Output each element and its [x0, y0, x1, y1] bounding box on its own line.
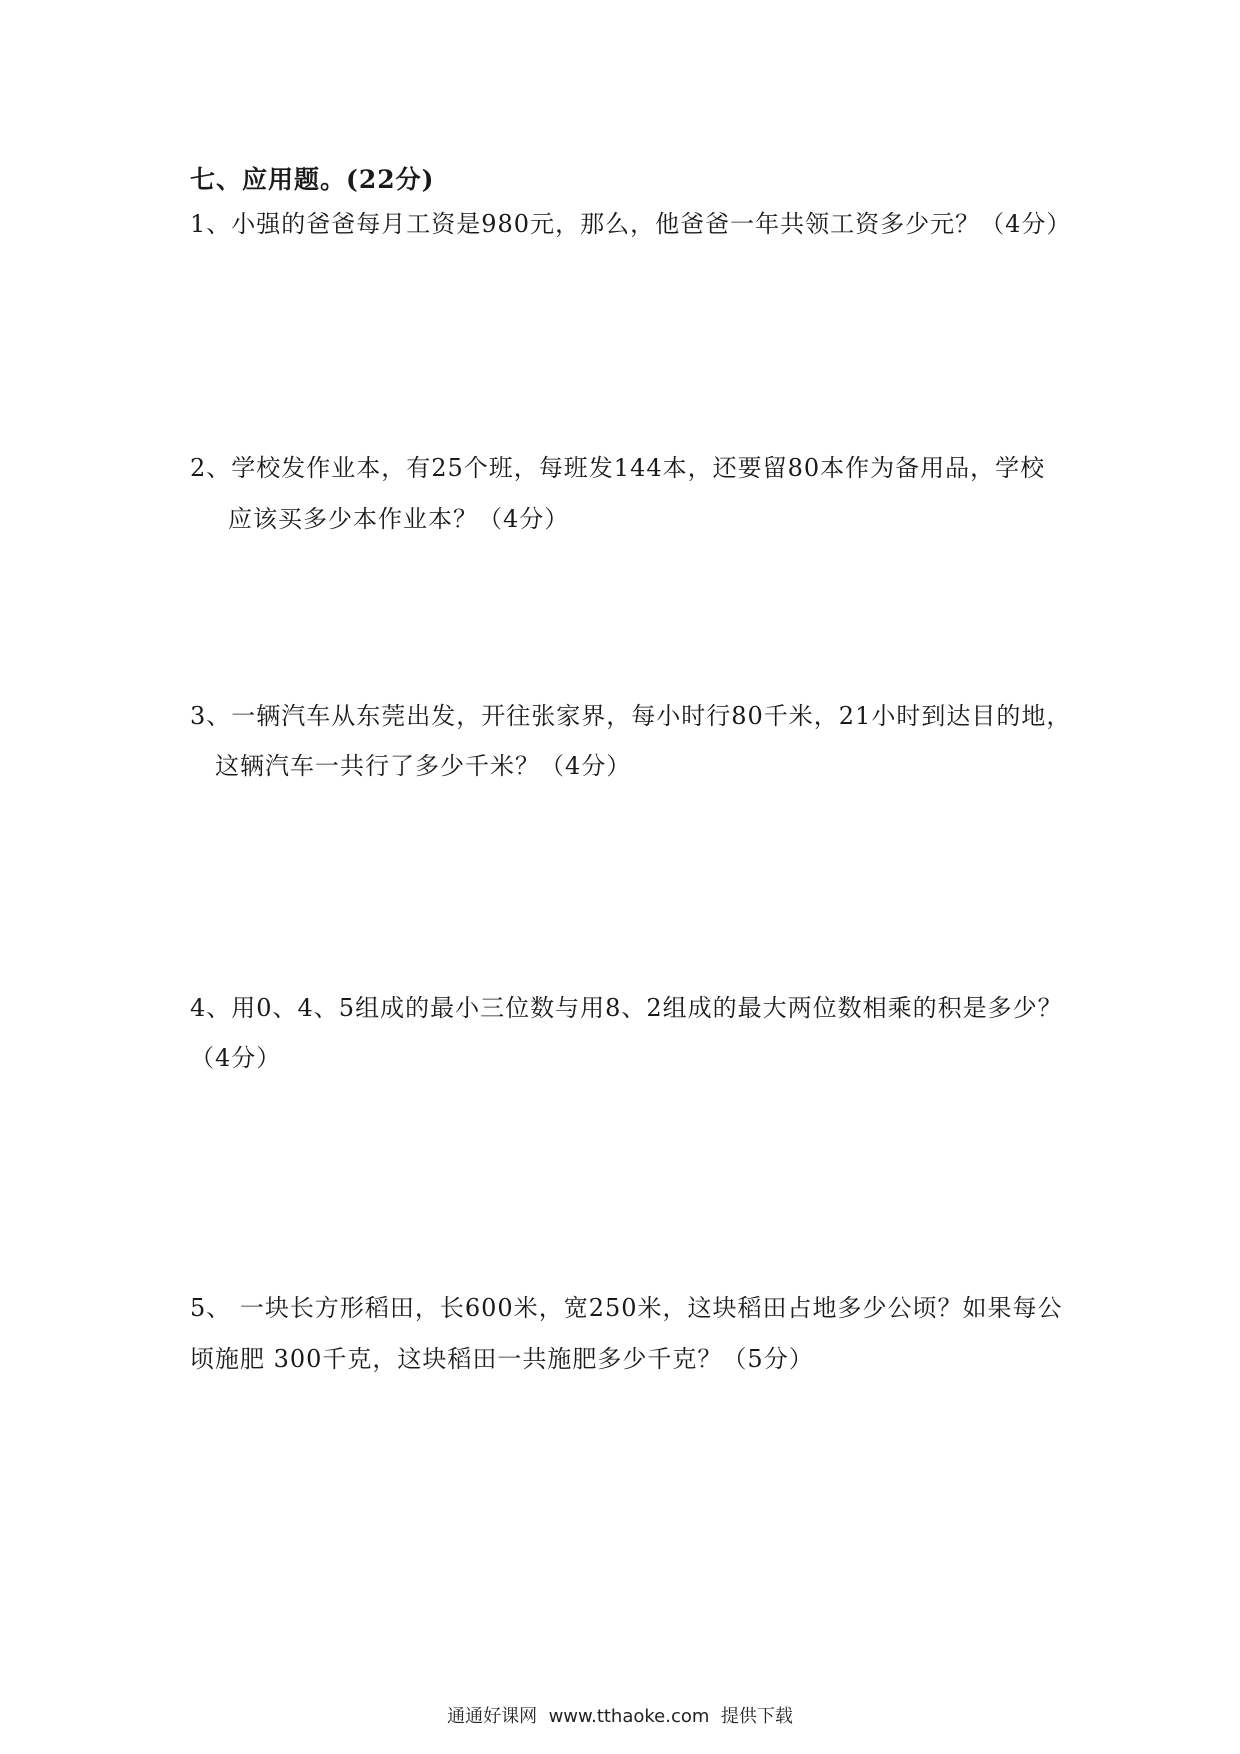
- footer-download-note: 通通好课网 www.tthaoke.com 提供下载: [447, 1706, 793, 1727]
- question-4-line-2: （4分）: [190, 1044, 282, 1072]
- question-4-line-1: 4、用0、4、5组成的最小三位数与用8、2组成的最大两位数相乘的积是多少？: [190, 994, 1063, 1022]
- question-5-line-1: 5、 一块长方形稻田，长600米，宽250米，这块稻田占地多少公顷？如果每公: [190, 1294, 1063, 1322]
- question-1-line-1: 1、小强的爸爸每月工资是980元，那么，他爸爸一年共领工资多少元？（4分）: [190, 210, 1072, 238]
- question-3-line-2: 这辆汽车一共行了多少千米？（4分）: [215, 752, 632, 780]
- question-5-line-2: 顷施肥 300千克，这块稻田一共施肥多少千克？（5分）: [190, 1345, 814, 1373]
- question-2-line-1: 2、学校发作业本，有25个班，每班发144本，还要留80本作为备用品，学校: [190, 454, 1046, 482]
- question-3-line-1: 3、一辆汽车从东莞出发，开往张家界，每小时行80千米，21小时到达目的地，: [190, 702, 1072, 730]
- question-2-line-2: 应该买多少本作业本？（4分）: [228, 505, 570, 533]
- section-title: 七、应用题。(22分): [190, 165, 435, 194]
